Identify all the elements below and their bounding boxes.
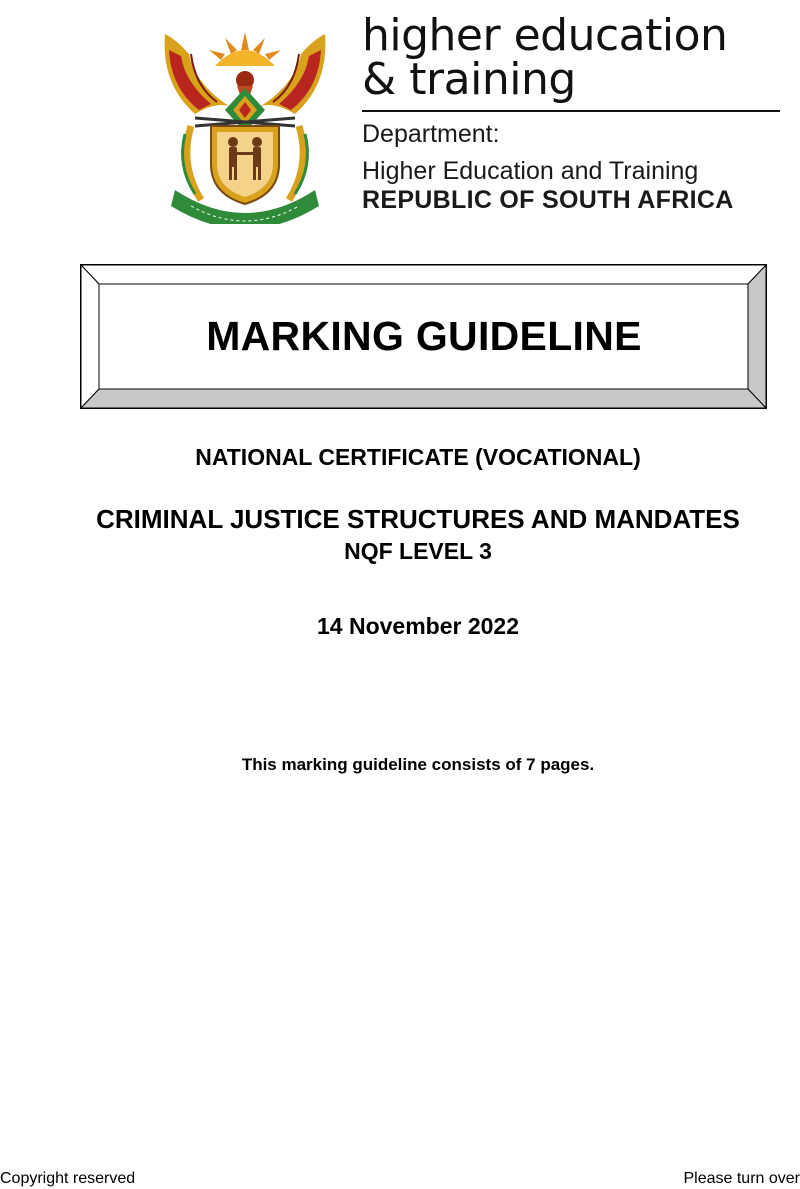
coat-of-arms-icon <box>155 14 335 224</box>
department-branding <box>362 10 782 215</box>
subject-name: CRIMINAL JUSTICE STRUCTURES AND MANDATES <box>96 504 740 534</box>
exam-date: 14 November 2022 <box>316 613 519 639</box>
document-title: MARKING GUIDELINE <box>206 313 642 359</box>
turn-over-footer: Please turn over <box>683 1170 800 1187</box>
department-name: Higher Education and Training <box>362 157 699 185</box>
document-header <box>0 0 800 240</box>
title-box <box>80 264 767 409</box>
nqf-level: NQF LEVEL 3 <box>344 538 492 564</box>
brand-divider <box>362 110 780 112</box>
page-count-note: This marking guideline consists of 7 pages. <box>241 755 595 774</box>
certificate-name: NATIONAL CERTIFICATE (VOCATIONAL) <box>195 444 641 470</box>
country-name: REPUBLIC OF SOUTH AFRICA <box>362 186 734 214</box>
copyright-footer: Copyright reserved <box>0 1170 136 1187</box>
department-label: Department: <box>362 120 500 148</box>
brand-line-2: & training <box>362 54 576 105</box>
brand-line-1: higher education <box>362 10 728 61</box>
